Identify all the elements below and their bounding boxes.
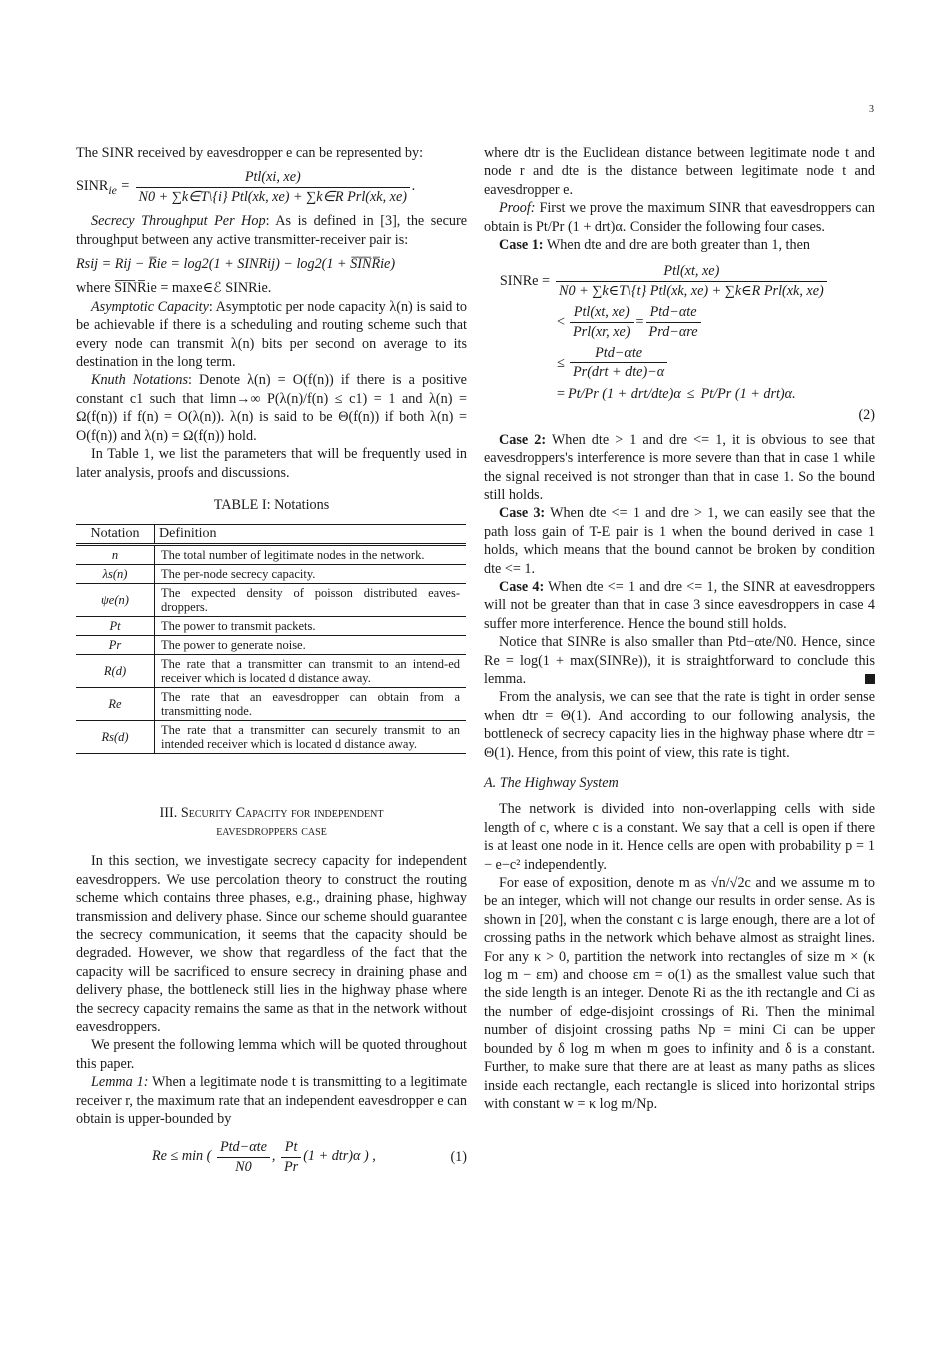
knuth-notations-term: Knuth Notations bbox=[91, 372, 188, 389]
table-row bbox=[76, 721, 466, 754]
knuth-notations-text: : Denote λ(n) = O(f(n)) if there is a positive constant c1 such that limn→∞ P(λ(n)/f(n) ≤ c1) = 1 and λ(n) = Ω(f(n)) if f(n) = O(λ(n)). λ(n) is said to be Θ(f(n)) if both λ(n) = O(f(n)) and λ(n) = Ω(f(n)) hold. bbox=[76, 372, 467, 444]
eq1-fraction-a-num: Ptd−αte bbox=[217, 1138, 270, 1157]
asymptotic-capacity-paragraph bbox=[76, 298, 467, 372]
case2-text: When dte > 1 and dre <= 1, it is obvious to see that eavesdroppers's interference is more severe than that in case 1 while the signal received is not stronger than that in case 1. So the bound still holds. bbox=[484, 431, 875, 503]
eq2-line2-num-b: Ptd−αte bbox=[646, 303, 701, 322]
table-row bbox=[76, 617, 466, 636]
left-column bbox=[76, 144, 467, 1182]
table-header-row bbox=[76, 525, 466, 545]
case1-paragraph bbox=[484, 236, 875, 254]
table-row bbox=[76, 636, 466, 655]
highway-cells-paragraph: The network is divided into non-overlapping cells with side length of c, where c is a constant. We say that a cell is open if there is at least one node in it. Hence cells are open with probability p = 1 − e−c² independently. bbox=[484, 801, 875, 873]
table-cell-definition: The power to generate noise. bbox=[155, 636, 467, 655]
eq1-fraction-a-den: N0 bbox=[235, 1158, 252, 1175]
eq2-line1-num: Ptl(xt, xe) bbox=[556, 262, 827, 281]
proof-paragraph bbox=[484, 199, 875, 236]
lemma-intro-paragraph: We present the following lemma which will be quoted throughout this paper. bbox=[76, 1037, 467, 1072]
proof-text: First we prove the maximum SINR that eavesdroppers can obtain is Pt/Pr (1 + drt)α. Consider the following four cases. bbox=[484, 200, 875, 235]
table-cell-notation: R(d) bbox=[76, 655, 155, 688]
eq2-line4-a: Pt/Pr (1 + drt/dte)α bbox=[568, 385, 681, 402]
sinr-intro: The SINR received by eavesdropper e can be represented by: bbox=[76, 145, 424, 161]
table-row bbox=[76, 655, 466, 688]
eq2-number: (2) bbox=[858, 407, 875, 424]
table-cell-notation: Re bbox=[76, 688, 155, 721]
eq2-line2-den-a: Prl(xr, xe) bbox=[573, 323, 631, 340]
lemma-paragraph bbox=[76, 1073, 467, 1128]
case4-label: Case 4: bbox=[499, 578, 545, 595]
eq2-line2-fraction-b bbox=[646, 303, 701, 341]
lemma-conclusion-paragraph bbox=[484, 633, 875, 688]
eq-rs-text: Rsij = Rij − R̅ie = log2(1 + SINRij) − log2(1 + S̅I̅N̅R̅ie) bbox=[76, 256, 396, 273]
eq-sinr-lhs: SINR bbox=[76, 178, 109, 195]
eq2-line1-den: N0 + ∑k∈T\{t} Ptl(xk, xe) + ∑k∈R Prl(xk, xe) bbox=[559, 282, 824, 299]
eq1-fraction-b-den: Pr bbox=[284, 1158, 299, 1175]
eq-sinr-denominator: N0 + ∑k∈T\{i} Ptl(xk, xe) + ∑k∈R Prl(xk, xe) bbox=[138, 188, 408, 205]
table-row bbox=[76, 565, 466, 584]
table-cell-notation: Rs(d) bbox=[76, 721, 155, 754]
table-cell-notation: ψe(n) bbox=[76, 584, 155, 617]
secrecy-throughput-text: : As is defined in [3], the secure throughput between any active transmitter-receiver pair is: bbox=[76, 213, 467, 248]
case1-text: When dte and dre are both greater than 1, then bbox=[543, 237, 810, 254]
eq2-line3: ≤ $\frac{\text{Ptd−αte}}{\text{Pr(drt + dte)−α}}$ bbox=[484, 344, 875, 382]
section-heading-line2: eavesdroppers case bbox=[216, 823, 327, 840]
section-intro-paragraph: In this section, we investigate secrecy capacity for independent eavesdroppers. We use percolation theory to construct the routing scheme which contains three phases, e.g., draining phase, highway transmission and delivery phase. Since our scheme should guarantee the secrecy communication, it seems that the capacity should be degraded. However, we show that regardless of the fact that the capacity will be sacrificed to ensure secrecy in draining phase and delivery phase, the bottleneck still lies in the highway phase where the secrecy capacity remains the same as that in the network without eavesdroppers. bbox=[76, 853, 467, 1035]
table-row bbox=[76, 584, 466, 617]
table-cell-definition: The rate that a transmitter can securely transmit to an intended receiver which is located d distance away. bbox=[155, 721, 467, 754]
page-number: 3 bbox=[869, 104, 874, 115]
case3-label: Case 3: bbox=[499, 505, 546, 522]
lemma-conclusion-text: Notice that SINRe is also smaller than Ptd−αte/N0. Hence, since Re = log(1 + max(SINRe)), it is straightforward to conclude this lemma. bbox=[484, 634, 875, 687]
lemma-text: When a legitimate node t is transmitting to a legitimate receiver r, the maximum rate that an independent eavesdropper e can obtain is upper-bounded by bbox=[76, 1074, 468, 1127]
proof-label: Proof: bbox=[499, 200, 536, 217]
notations-table bbox=[76, 524, 466, 754]
right-column bbox=[484, 144, 875, 1113]
table-cell-definition: The total number of legitimate nodes in the network. bbox=[155, 545, 467, 565]
eq2-line2-den-b: Prd−αre bbox=[648, 323, 698, 340]
table-cell-definition: The rate that a transmitter can transmit to an intend-ed receiver which is located d distance away. bbox=[155, 655, 467, 688]
table-header-definition: Definition bbox=[155, 525, 467, 545]
eq2-line3-den: Pr(drt + dte)−α bbox=[573, 364, 665, 381]
eq1-fraction-b-num: Pt bbox=[281, 1138, 301, 1157]
eq-sinr-numerator: Ptl(xi, xe) bbox=[136, 168, 410, 187]
asymptotic-capacity-text: : Asymptotic per node capacity λ(n) is said to be achievable if there is a scheduling and routing scheme such that every node can transmit λ(n) bits per second on average to its destination in the long term. bbox=[76, 298, 467, 371]
eq1-lhs: Re ≤ min ( bbox=[152, 1148, 212, 1165]
eq2-line1 bbox=[484, 262, 875, 300]
equation-1: Re ≤ min ( $\frac{\text{Ptd−αte}}{N0}$ , $\frac{Pt}{Pr}$ (1 + dtr)α ) , (1) bbox=[152, 1139, 467, 1175]
eq2-line3-num: Ptd−αte bbox=[570, 344, 667, 363]
sinr-max-definition: where S̅I̅N̅R̅ie = maxe∈ℰ SINRie. bbox=[76, 280, 272, 297]
table-cell-notation: Pt bbox=[76, 617, 155, 636]
tightness-paragraph: From the analysis, we can see that the rate is tight in order sense when dtr = Θ(1). And according to our following analysis, the bottleneck of secrecy capacity lies in the highway phase where dtr = Θ(1). Hence, from this point of view, this rate is tight. bbox=[484, 689, 875, 761]
qed-square-icon bbox=[865, 674, 875, 684]
eq1-fraction-b bbox=[281, 1138, 301, 1176]
case2-paragraph bbox=[484, 431, 875, 505]
eq2-lhs: SINRe = bbox=[499, 273, 550, 290]
eq2-line4: = Pt/Pr (1 + drt/dte)α ≤ Pt/Pr (1 + drt)α. bbox=[556, 385, 796, 402]
equation-sinr-ie: $SINR_{ie}$ = $\frac{\text{Ptl(xi, xe)}}{\text{N0 + ∑k∈T\textbackslash{}\{i\} Ptl(xk, xe) + ∑k∈R Prl(xk, xe)}}$ . bbox=[76, 169, 416, 205]
eq1-number: (1) bbox=[450, 1149, 467, 1166]
table-cell-notation: λs(n) bbox=[76, 565, 155, 584]
distance-definitions: where dtr is the Euclidean distance between legitimate node t and node r and dte is the distance between legitimate node t and eavesdropper e. bbox=[484, 145, 875, 198]
table-row bbox=[76, 688, 466, 721]
eq1-rest: (1 + dtr)α ) , bbox=[303, 1148, 376, 1165]
eq2-line2: < $\frac{\text{Ptl(xt, xe)}}{\text{Prl(xr, xe)}}$ = $\frac{\text{Ptd−αte}}{\text{Prd−αre}}$ bbox=[484, 303, 875, 341]
eq2-line3-fraction bbox=[570, 344, 667, 382]
section-heading bbox=[76, 804, 467, 840]
secrecy-throughput-term: Secrecy Throughput Per Hop bbox=[91, 213, 266, 230]
highway-paths-paragraph: For ease of exposition, denote m as √n/√2c and we assume m to be an integer, which will not change our results in order sense. As is shown in [20], when the constant c is large enough, there are a lot of crossing paths in the network which behave almost as straight lines. For any κ > 0, partition the network into rectangles of size m × (κ log m − εm) and choose εm = o(1) as the smallest value such that the side length is an integer. Denote Ri as the ith rectangle and Ci as the number of edge-disjoint crossings of Ri. Then the minimal number of disjoint crossing paths Np = mini Ci can be upper bounded by δ log m when m goes to infinity and δ is a constant. Further, to make sure that there are at least as many paths as slices inside each rectangle, each rectangle is sliced into horizontal strips with constant w = κ log m/Np. bbox=[484, 875, 875, 1112]
eq-sinr-fraction bbox=[136, 168, 410, 206]
table-cell-definition: The power to transmit packets. bbox=[155, 617, 467, 636]
section-heading-line1: III. Security Capacity for independent bbox=[159, 805, 384, 822]
eq2-line2-fraction-a bbox=[570, 303, 634, 341]
table-cell-definition: The per-node secrecy capacity. bbox=[155, 565, 467, 584]
case3-text: When dte <= 1 and dre > 1, we can easily see that the path loss gain of T-E pair is 1 when the bound derived in case 1 holds, which means that the bound cannot be broken by condition dte <= 1. bbox=[484, 505, 875, 577]
table-cell-notation: n bbox=[76, 545, 155, 565]
subsection-heading: A. The Highway System bbox=[484, 775, 619, 791]
case3-paragraph bbox=[484, 504, 875, 578]
lemma-name: Lemma 1: bbox=[91, 1074, 149, 1091]
table-caption: TABLE I: Notations bbox=[213, 496, 330, 513]
case4-paragraph bbox=[484, 578, 875, 633]
table-intro-paragraph: In Table 1, we list the parameters that will be frequently used in later analysis, proofs and discussions. bbox=[76, 446, 467, 481]
eq2-line2-num-a: Ptl(xt, xe) bbox=[570, 303, 634, 322]
secrecy-throughput-paragraph bbox=[76, 212, 467, 249]
eq2-line1-fraction bbox=[556, 262, 827, 300]
equation-2 bbox=[484, 262, 875, 424]
case2-label: Case 2: bbox=[499, 431, 547, 448]
table-header-notation: Notation bbox=[76, 525, 155, 545]
eq1-fraction-a bbox=[217, 1138, 270, 1176]
case1-label: Case 1: bbox=[499, 237, 544, 254]
knuth-notations-paragraph bbox=[76, 371, 467, 445]
table-row bbox=[76, 545, 466, 565]
table-cell-notation: Pr bbox=[76, 636, 155, 655]
asymptotic-capacity-term: Asymptotic Capacity bbox=[91, 298, 209, 315]
equation-rs bbox=[76, 255, 467, 273]
table-cell-definition: The expected density of poisson distributed eaves-droppers. bbox=[155, 584, 467, 617]
eq2-line4-b: Pt/Pr (1 + drt)α. bbox=[700, 385, 796, 402]
table-cell-definition: The rate that an eavesdropper can obtain from a transmitting node. bbox=[155, 688, 467, 721]
case4-text: When dte <= 1 and dre <= 1, the SINR at eavesdroppers will not be greater than that in case 3 since eavesdroppers in case 4 suffer more interference. Hence the bound still holds. bbox=[484, 578, 875, 632]
